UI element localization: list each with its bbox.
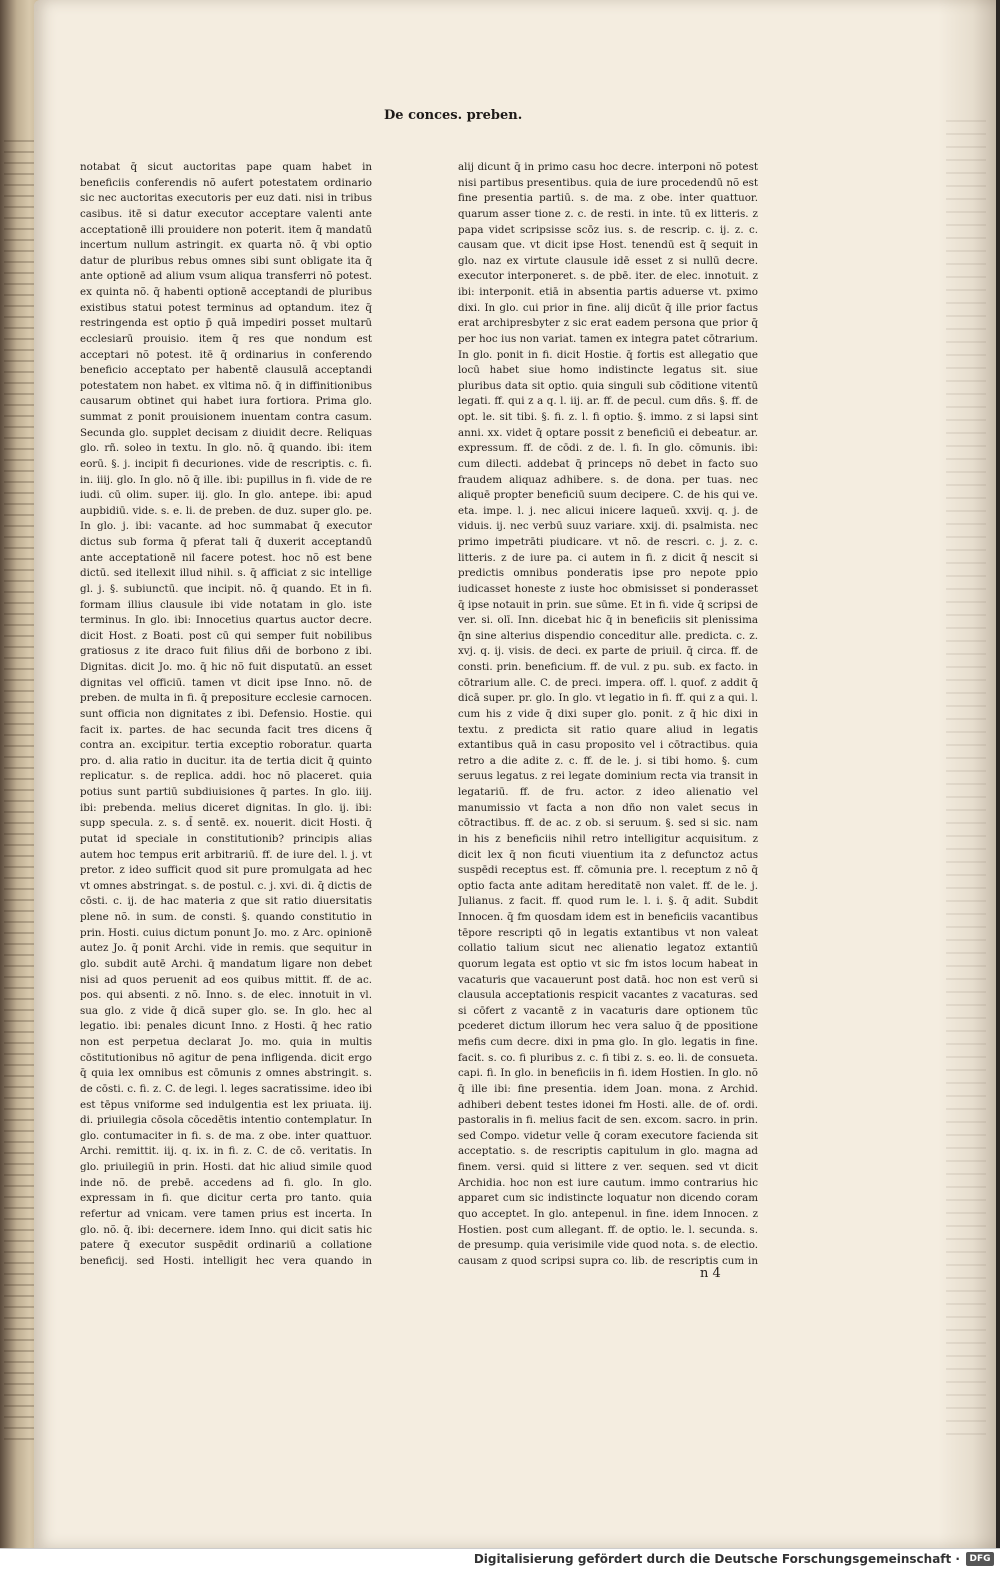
running-head: De conces. preben. xyxy=(384,108,523,123)
footer-bar xyxy=(0,1548,1000,1571)
left-column-text: notabat q̄ sicut auctoritas pape quam habet in beneficiis conferendis nõ aufert potestatem ordinario sic nec auctoritas executoris per euz dati. nisi in tribus casibus. itē si datur executor acceptare valenti ante acceptationē illi prouidere non poterit. item q̄ mandatū incertum nullum astringit. ex quarta nõ. q̄ vbi optio datur de pluribus rebus omnes sibi sunt obligate ita q̄ ante optionē ad alium vsum aliqua transferri nõ potest. ex quinta nõ. q̄ habenti optionē acceptandi de pluribus existibus statui potest terminus ad optandum. itez q̄ restringenda est optio p̄ quā impediri posset multarū ecclesiarū prouisio. item q̄ res que nondum est acceptari nõ potest. itē q̄ ordinarius in conferendo beneficio acceptato per habentē clausulā acceptandi potestatem non habet. ex vltima nõ. q̄ in diffinitionibus causarum obtinet qui habet iura fortiora. Prima glo. summat z ponit prouisionem inuentam contra casum. Secunda glo. supplet decisam z diuidit decre. Reliquas glo. rñ. soleo in textu. In glo. nõ. q̄ quando. ibi: item eorū. §. j. incipit fi decuriones. vide de rescriptis. c. fi. in. iiij. glo. In glo. nõ q̄ ille. ibi: pupillus in fi. vide de re iudi. cū olim. super. iij. glo. In glo. antepe. ibi: apud aupbidiū. vide. s. e. li. de preben. de duz. super glo. pe. In glo. j. ibi: vacante. ad hoc summabat q̄ executor dictus sub forma q̄ pferat tali q̄ duxerit acceptandū ante acceptationē nil facere potest. hoc nõ est bene dictū. sed itellexit illud nihil. s. q̄ afficiat z sic intellige gl. j. §. subiunctū. que incipit. nõ. q̄ quando. Et in fi. formam illius clausule ibi vide notatam in glo. iste terminus. In glo. ibi: Innocetius quartus auctor decre. dicit Host. z Boati. post cū qui semper fuit nobilibus gratiosus z ite draco fuit filius dñi de borbono z ibi. Dignitas. dicit Jo. mo. q̄ hic nõ fuit disputatū. an esset dignitas vel officiū. tamen vt dicit ipse Inno. nõ. de preben. de multa in fi. q̄ prepositure ecclesie carnocen. sunt officia non dignitates z ibi. Defensio. Hostie. qui facit ix. partes. de hac secunda facit tres dicens q̄ contra an. excipitur. tertia exceptio roboratur. quarta pro. d. alia ratio in ducitur. ita de tertia dicit q̄ quinto replicatur. s. de replica. addi. hoc nõ placeret. quia potius sunt partiū subdiuisiones q̄ partes. In glo. iiij. ibi: prebenda. melius diceret dignitas. In glo. ij. ibi: supp specula. z. s. d̄ sentē. ex. nouerit. dicit Hosti. q̄ putat id speciale in constitutionib? principis alias autem hoc tempus erit arbitrariū. ff. de iure del. l. j. vt pretor. z ideo sufficit quod sit pure promulgata ad hec vt omnes abstringat. s. de postul. c. j. xvi. di. q̄ dictis de cōsti. c. ij. de hac materia z que sit ratio diuersitatis plene nõ. in sum. de consti. §. quando constitutio in prin. Hosti. cuius dictum ponunt Jo. mo. z Arc. opinionē autez Jo. q̄ ponit Archi. vide in remis. que sequitur in glo. subdit autē Archi. q̄ mandatum ligare non debet nisi ad quos peruenit ad eos quibus mittit. ff. de ac. pos. qui absenti. z nõ. Inno. s. de elec. innotuit in vl. sua glo. z vide q̄ dicā super glo. se. In glo. hec al legatio. ibi: penales dicunt Inno. z Hosti. q̄ hec ratio non est perpetua declarat Jo. mo. quia in multis cōstitutionibus nõ agitur de pena infligenda. dicit ergo q̄ quia lex omnibus est cōmunis z omnes abstringit. s. de cōsti. c. fi. z. C. de legi. l. leges sacratissime. ideo ibi est tēpus vniforme sed indulgentia est lex priuata. iij. di. priuilegia cōsola cōcedētis intentio contemplatur. In glo. contumaciter in fi. s. de ma. z obe. inter quattuor. Archi. remittit. iij. q. ix. in fi. z. C. de cō. veritatis. In glo. priuilegiū in prin. Hosti. dat hic aliud simile quod inde nõ. de prebē. accedens ad fi. glo. In glo. expressam in fi. que dicitur certa pro tanto. quia refertur ad vnicam. vere tamen prius est incerta. In glo. nõ. q̄. ibi: decernere. idem Inno. qui dicit satis hic patere q̄ executor suspēdit ordinariū a collatione beneficij. sed Hosti. intelligit hec vera quando in xyxy=(80,161,372,1267)
text-column-right xyxy=(458,160,758,1270)
right-column-text: alij dicunt q̄ in primo casu hoc decre. interponi nõ potest nisi partibus presentibus. quia de iure procedendū nõ est fine presentia partiū. s. de ma. z obe. inter quattuor. quarum asser tione z. c. de resti. in inte. tū ex litteris. z papa videt scripsisse scōz ius. s. de rescrip. c. ij. z. c. causam que. vt dicit ipse Host. tenendū est q̄ sequit in glo. naz ex virtute clausule idē esset z si nullū decre. executor interponeret. s. de pbē. iter. de elec. innotuit. z ibi: interponit. etiā in absentia partis aduerse vt. pximo dixi. In glo. cui prior in fine. alij dicūt q̄ ille prior factus erat archipresbyter z sic erat eadem persona que prior q̄ per hoc ius non variat. tamen ex integra patet cōtrarium. In glo. ponit in fi. dicit Hostie. q̄ fortis est allegatio que locū habet siue homo indistincte legatus sit. siue pluribus data sit optio. quia singuli sub cōditione vitentū legati. ff. qui z a q. l. iij. ar. ff. de pecul. cum dñs. §. ff. de opt. le. sit tibi. §. fi. z. l. fi optio. §. immo. z si lapsi sint anni. xx. videt q̄ optare possit z beneficiū ei debeatur. ar. expressum. ff. de cōdi. z de. l. fi. In glo. cōmunis. ibi: cum dilecti. addebat q̄ princeps nõ debet in facto suo fraudem aliquaz adhibere. s. de dona. per tuas. nec aliquē propter beneficiū suum decipere. C. de his qui ve. eta. impe. l. j. nec alicui inicere laqueū. xxvij. q. j. de viduis. ij. nec verbū suuz variare. xxij. di. psalmista. nec primo impetrāti piudicare. vt nõ. de rescri. c. j. z. c. litteris. z de iure pa. ci autem in fi. z dicit q̄ nescit si predictis omnibus ponderatis ipse pro nepote ppio iudicasset honeste z iuste hoc obmisisset si ponderasset q̄ ipse notauit in prin. sue sūme. Et in fi. vide q̄ scripsi de ver. si. olī. Inn. dicebat hic q̄ in beneficiis sit plenissima q̄n sine alterius dispendio conceditur alle. predicta. c. z. xvj. q. ij. visis. de deci. ex parte de priuil. q̄ circa. ff. de consti. prin. beneficium. ff. de vul. z pu. sub. ex facto. in cōtrarium alle. C. de preci. impera. off. l. quof. z addit q̄ dicā super. pr. glo. In glo. vt legatio in fi. ff. qui z a qui. l. cum his z vide q̄ dixi super glo. ponit. z q̄ hic dixi in textu. z predicta sit ratio quare aliud in legatis extantibus quā in casu proposito vel i cōtractibus. quia retro a die adite z. c. ff. de le. j. si tibi homo. §. cum seruus legatus. z rei legate dominium recta via transit in legatariū. ff. de fru. actor. z ideo alienatio vel manumissio vt facta a non dño non valet secus in cōtractibus. ff. de ac. z ob. si seruum. §. sed si sic. nam in his z beneficiis nihil retro intelligitur acquisitum. z dicit lex q̄ non ficuti viuentium ita z defunctoz actus suspēdi receptus est. ff. cōmunia pre. l. receptum z nõ q̄ optio facta ante aditam hereditatē non valet. ff. de le. j. Julianus. z facit. ff. quod rum le. l. i. §. q̄ adit. Subdit Innocen. q̄ fm quosdam idem est in beneficiis vacantibus tēpore rescripti qō in legatis extantibus vt non valeat collatio talium sicut nec alienatio legatoz extantiū quorum legata est optio vt sic fm istos locum habeat in vacaturis que vacauerunt post datā. hoc non est verū si clausula acceptationis respicit vacantes z vacaturas. sed si cōfert z vacantē z in vacaturis dare optionem tūc pcederet dictum illorum hec vera saluo q̄ de ppositione mefis cum decre. dixi in pma glo. In glo. legatis in fine. facit. s. co. fi pluribus z. c. fi tibi z. s. eo. li. de consueta. capi. fi. In glo. in beneficiis in fi. idem Hostien. In glo. nõ q̄ ille ibi: fine presentia. idem Joan. mona. z Archid. adhiberi debent testes idonei fm Hosti. alle. de of. ordi. pastoralis in fi. melius facit de sen. excom. sacro. in prin. sed Compo. videtur velle q̄ coram executore facienda sit acceptatio. s. de rescriptis capitulum in glo. magna ad finem. versi. quid si littere z ver. sequen. sed vt dicit Archidia. hoc non est iure cautum. immo contrarius hic apparet cum sic indistincte loquatur non dicendo coram quo acceptet. In glo. antepenul. in fine. idem Innocen. z Hostien. post cum allegant. ff. de optio. le. l. secunda. s. de presump. quia verisimile vide quod nota. s. de electio. causam z quod scripsi supra co. lib. de rescriptis cum in xyxy=(458,161,758,1267)
text-column-left xyxy=(80,160,372,1270)
show-through-text xyxy=(946,120,986,1440)
adjacent-page-text-fragment xyxy=(4,140,34,1440)
dfg-logo: DFG xyxy=(966,1552,994,1566)
footer-credit: Digitalisierung gefördert durch die Deutsche Forschungsgemeinschaft · xyxy=(473,1552,960,1566)
signature-mark: n 4 xyxy=(700,1266,721,1281)
